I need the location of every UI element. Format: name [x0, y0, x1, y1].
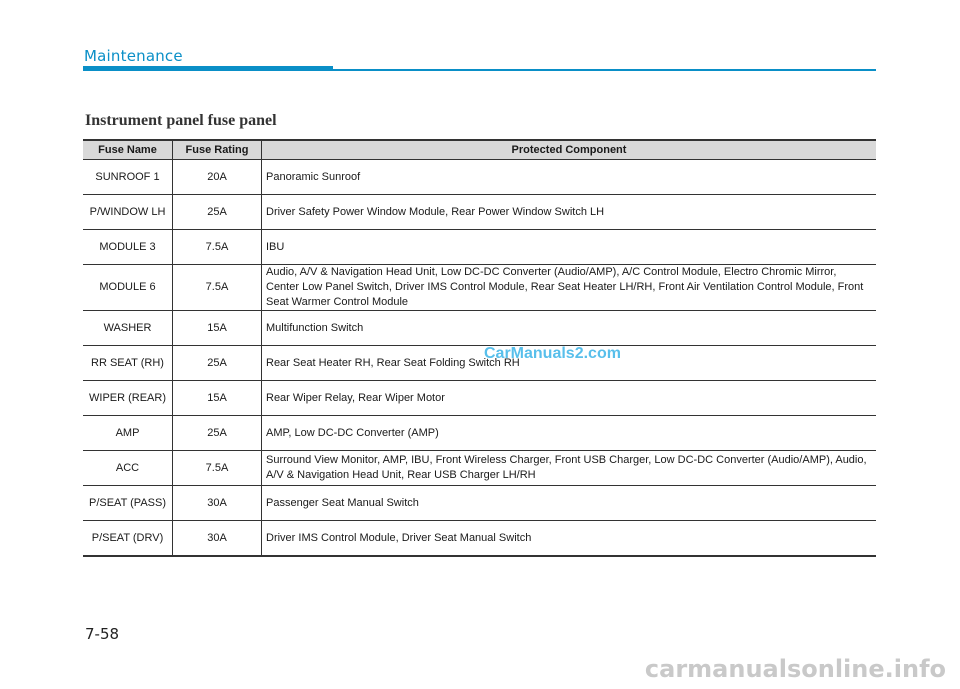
cell-protected-component: Driver IMS Control Module, Driver Seat Manual Switch	[262, 521, 877, 557]
cell-fuse-rating: 7.5A	[173, 265, 262, 311]
cell-fuse-name: SUNROOF 1	[83, 160, 173, 195]
cell-protected-component: Rear Seat Heater RH, Rear Seat Folding Switch RH	[262, 346, 877, 381]
cell-fuse-name: AMP	[83, 416, 173, 451]
page-title: Instrument panel fuse panel	[85, 112, 277, 129]
table-row	[83, 230, 876, 265]
cell-fuse-name: P/SEAT (DRV)	[83, 521, 173, 557]
cell-fuse-rating: 25A	[173, 195, 262, 230]
table-row	[83, 521, 876, 557]
cell-fuse-rating: 30A	[173, 521, 262, 557]
cell-protected-component: AMP, Low DC-DC Converter (AMP)	[262, 416, 877, 451]
table-header-row	[83, 140, 876, 160]
cell-fuse-rating: 25A	[173, 346, 262, 381]
table-row	[83, 195, 876, 230]
cell-protected-component: Audio, A/V & Navigation Head Unit, Low DC-DC Converter (Audio/AMP), A/C Control Module, Electro Chromic Mirror, Center Low Panel Switch, Driver IMS Control Module, Rear Seat Heater LH/RH, Front Air Ventilation Control Module, Front Seat Warmer Control Module	[262, 265, 877, 311]
table-row	[83, 451, 876, 486]
column-header-protected-component: Protected Component	[262, 140, 877, 160]
table-row	[83, 486, 876, 521]
footer-watermark: carmanualsonline.info	[644, 655, 946, 683]
table-row	[83, 265, 876, 311]
table-row	[83, 381, 876, 416]
header-rule-thin	[333, 69, 876, 71]
table-row	[83, 346, 876, 381]
cell-fuse-name: MODULE 3	[83, 230, 173, 265]
cell-fuse-rating: 25A	[173, 416, 262, 451]
cell-fuse-name: MODULE 6	[83, 265, 173, 311]
cell-fuse-name: ACC	[83, 451, 173, 486]
cell-fuse-rating: 15A	[173, 311, 262, 346]
cell-protected-component: Surround View Monitor, AMP, IBU, Front Wireless Charger, Front USB Charger, Low DC-DC Converter (Audio/AMP), Audio, A/V & Navigation Head Unit, Rear USB Charger LH/RH	[262, 451, 877, 486]
cell-protected-component: Multifunction Switch	[262, 311, 877, 346]
cell-fuse-name: P/SEAT (PASS)	[83, 486, 173, 521]
cell-fuse-rating: 20A	[173, 160, 262, 195]
cell-fuse-rating: 7.5A	[173, 230, 262, 265]
cell-protected-component: Passenger Seat Manual Switch	[262, 486, 877, 521]
header-rule-thick	[83, 66, 333, 71]
column-header-fuse-name: Fuse Name	[83, 140, 173, 160]
cell-protected-component: IBU	[262, 230, 877, 265]
section-label: Maintenance	[84, 47, 183, 65]
cell-fuse-name: WASHER	[83, 311, 173, 346]
cell-fuse-name: RR SEAT (RH)	[83, 346, 173, 381]
cell-fuse-name: P/WINDOW LH	[83, 195, 173, 230]
cell-fuse-name: WIPER (REAR)	[83, 381, 173, 416]
table-row	[83, 311, 876, 346]
fuse-table	[83, 139, 876, 557]
cell-protected-component: Driver Safety Power Window Module, Rear Power Window Switch LH	[262, 195, 877, 230]
cell-fuse-rating: 7.5A	[173, 451, 262, 486]
cell-protected-component: Panoramic Sunroof	[262, 160, 877, 195]
table-row	[83, 160, 876, 195]
cell-protected-component: Rear Wiper Relay, Rear Wiper Motor	[262, 381, 877, 416]
cell-fuse-rating: 30A	[173, 486, 262, 521]
page-number: 7-58	[85, 625, 120, 643]
table-body	[83, 160, 876, 557]
table-row	[83, 416, 876, 451]
column-header-fuse-rating: Fuse Rating	[173, 140, 262, 160]
watermark: CarManuals2.com	[484, 345, 621, 362]
cell-fuse-rating: 15A	[173, 381, 262, 416]
